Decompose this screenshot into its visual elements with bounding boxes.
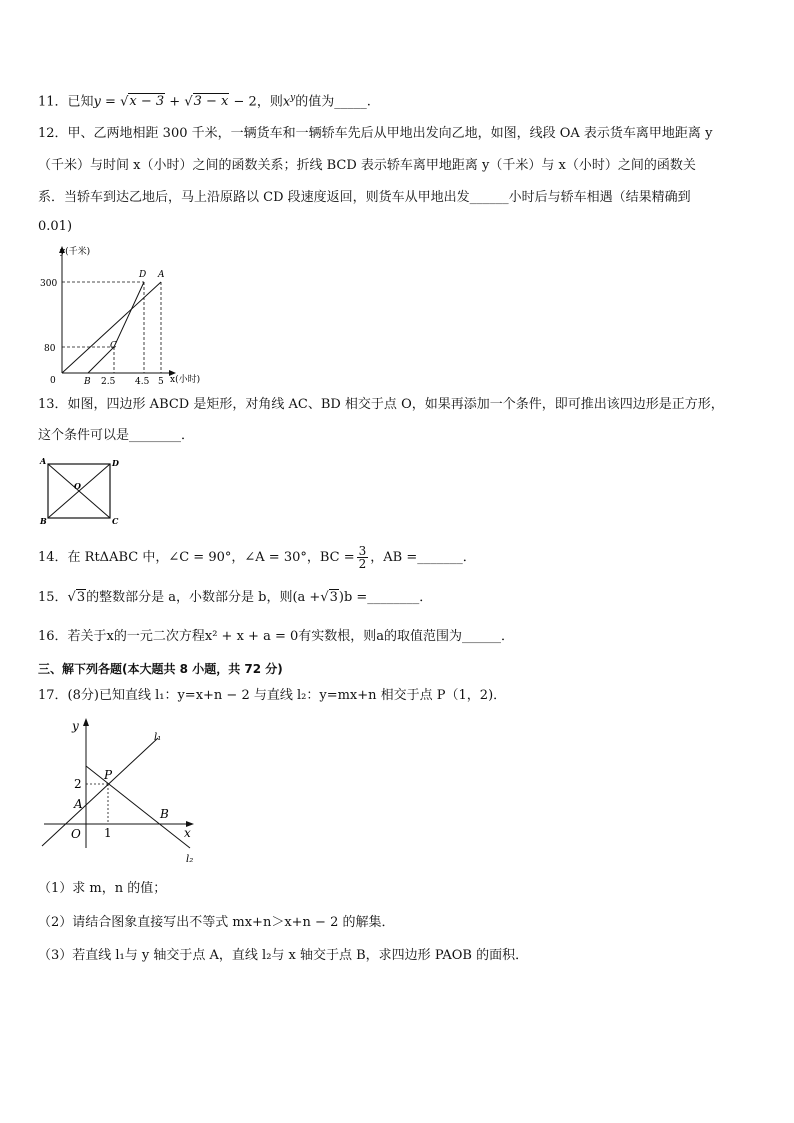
x-axis-label: x(小时) <box>170 375 201 385</box>
tick-2: 2 <box>74 777 82 791</box>
y-axis-label: y <box>72 719 79 733</box>
point-P-label: P <box>104 768 113 782</box>
origin-label: 0 <box>50 376 56 386</box>
q13-line2: 这个条件可以是________． <box>38 428 195 443</box>
q17-graph <box>38 716 208 866</box>
q16: 16．若关于x的一元二次方程x² + x + a = 0有实数根，则a的取值范围为______． <box>38 629 514 644</box>
center-O-label: O <box>74 481 81 491</box>
line-l1-label: l₁ <box>154 732 162 743</box>
vertex-C-label: C <box>112 516 119 526</box>
q15: 15．√3的整数部分是 a，小数部分是 b，则(a +√3)b =________． <box>38 590 433 605</box>
fraction-3-2: $\frac{3}{2}$ <box>358 544 367 571</box>
q17-part2: （2）请结合图象直接写出不等式 mx+n＞x+n − 2 的解集． <box>38 915 395 930</box>
line-l1 <box>42 738 158 846</box>
point-B-label: B <box>84 377 91 387</box>
line-l2-label: l₂ <box>186 854 194 865</box>
q17-part3: （3）若直线 l₁与 y 轴交于点 A，直线 l₂与 x 轴交于点 B，求四边形 PAOB 的面积． <box>38 948 529 963</box>
tick-5: 5 <box>158 377 164 387</box>
y-axis-label: y(千米) <box>60 247 91 257</box>
segment-OA <box>62 282 161 373</box>
q12-line2: （千米）与时间 x（小时）之间的函数关系；折线 BCD 表示轿车离甲地距离 y（千米）与 x（小时）之间的函数关 <box>38 158 696 173</box>
q17-part1: （1）求 m，n 的值； <box>38 881 167 896</box>
q12-line1: 12．甲、乙两地相距 300 千米，一辆货车和一辆轿车先后从甲地出发向乙地，如图，线段 OA 表示货车离甲地距离 y <box>38 126 713 141</box>
point-C-label: C <box>110 341 117 351</box>
q11: 11．已知y = √x − 3 + √3 − x − 2，则$x^y$的值为_____. <box>38 93 371 110</box>
vertex-A-label: A <box>40 456 47 466</box>
q12-graph <box>36 242 236 387</box>
x-axis-label: x <box>184 826 191 840</box>
q12-line3: 系．当轿车到达乙地后，马上沿原路以 CD 段速度返回，则货车从甲地出发______小时后与轿车相遇（结果精确到 <box>38 190 691 205</box>
answer-blank: _____ <box>334 94 367 110</box>
vertex-B-label: B <box>40 516 47 526</box>
point-A-label: A <box>158 270 165 280</box>
point-D-label: D <box>139 270 147 280</box>
tick-80: 80 <box>44 344 56 354</box>
q12-line4: 0.01) <box>38 219 73 234</box>
q17-stem: 17．(8分)已知直线 l₁：y=x+n − 2 与直线 l₂：y=mx+n 相交于点 P（1，2)． <box>38 688 507 703</box>
tick-300: 300 <box>40 279 58 289</box>
tick-4.5: 4.5 <box>135 377 150 387</box>
polyline-BCD <box>88 282 144 373</box>
q13-line1: 13．如图，四边形 ABCD 是矩形，对角线 AC、BD 相交于点 O，如果再添加一个条件，即可推出该四边形是正方形， <box>38 397 724 412</box>
q14: 14．在 RtΔABC 中，∠C = 90°，∠A = 30°，BC = $\frac{3}{2}$ ，AB =_______． <box>38 544 476 571</box>
tick-2.5: 2.5 <box>101 377 116 387</box>
vertex-D-label: D <box>112 458 119 468</box>
origin-label: O <box>71 827 81 841</box>
tick-1: 1 <box>104 826 112 840</box>
point-B-label: B <box>160 807 169 821</box>
section-3-title: 三、解下列各题(本大题共 8 小题，共 72 分) <box>38 662 283 676</box>
line-l2 <box>86 766 190 848</box>
q13-figure <box>38 456 124 526</box>
point-A-label: A <box>74 797 83 811</box>
y-axis-arrow <box>83 718 89 726</box>
